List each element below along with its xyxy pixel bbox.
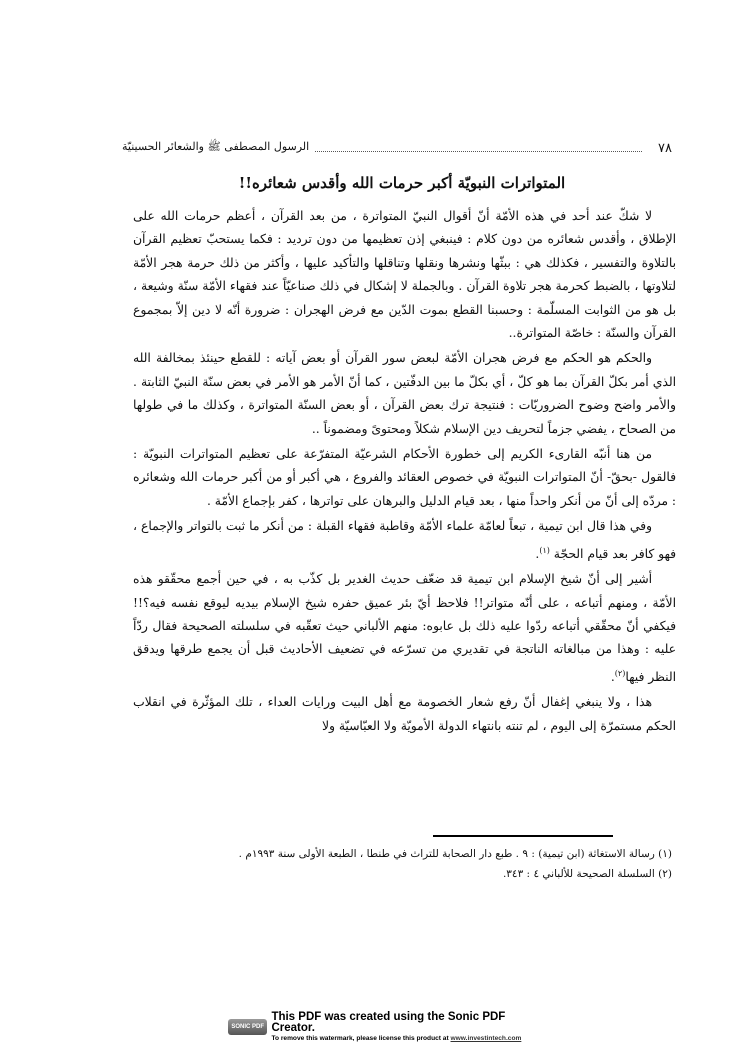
footnotes <box>160 844 672 884</box>
paragraph-text: وفي هذا قال ابن تيمية ، تبعاً لعامّة علماء الأمّة وقاطبة فقهاء القبلة : من أنكر ما ثبت بالتواتر والإجماع ، فهو كافر بعد قيام الحجّة <box>133 519 676 561</box>
footnote-1: (١) رسالة الاستغاثة (ابن تيمية) : ٩ . طبع دار الصحابة للتراث في طنطا ، الطبعة الأولى سنة ١٩٩٣م . <box>238 848 672 860</box>
body-text <box>133 205 676 740</box>
watermark-line-2-prefix: To remove this watermark, please license this product at <box>271 1034 451 1042</box>
footnote-2: (٢) السلسلة الصحيحة للألباني ٤ : ٣٤٣. <box>502 868 672 880</box>
watermark-link[interactable]: www.investintech.com <box>450 1034 522 1042</box>
paragraph-text: أشير إلى أنّ شيخ الإسلام ابن تيمية قد ضعّف حديث الغدير بل كذّب به ، في حين أجمع محقّقو هذه الأمّة ، ومنهم أتباعه ، على أنّه متواتر!! فلاحظ أيّ بئر عميق حفره شيخ الإسلام بيديه ليوقع نفسه فيه؟!! فيكفي أنّ محقّقي أتباعه ردّوا عليه ذلك بل عابوه: منهم الألباني حيث تعقّبه في سلسلته الصحيحة فقال ردّاً عليه : وهذا من مبالغاته الناتجة في تقديري من تسرّعه في تضعيف الأحاديث قبل أن يجمع طرقها ويدقق النظر فيها <box>133 572 676 684</box>
punctuation: . <box>610 669 615 684</box>
watermark-brand: Sonic PDF Creator <box>271 1010 506 1035</box>
paragraph <box>133 347 676 441</box>
running-header <box>122 138 682 158</box>
punctuation: . <box>535 546 540 561</box>
paragraph <box>133 515 676 566</box>
paragraph <box>133 205 676 345</box>
watermark-text <box>271 1012 548 1043</box>
header-dot-leader <box>315 151 642 152</box>
paragraph-text: هذا ، ولا ينبغي إغفال أنّ رفع شعار الخصومة مع أهل البيت ورايات العداء ، تلك المؤثّرة في انقلاب الحكم مستمرّة إلى اليوم ، لم تنته بانتهاء الدولة الأمويّة ولا العبّاسيّة ولا <box>133 695 676 733</box>
footnote-ref-1[interactable]: (١) <box>539 545 550 555</box>
paragraph <box>133 443 676 513</box>
footnote-separator <box>433 835 613 837</box>
paragraph <box>133 568 676 689</box>
watermark-line-2 <box>271 1036 548 1043</box>
sonic-pdf-logo-icon: SONIC PDF <box>228 1019 267 1035</box>
paragraph-text: والحكم هو الحكم مع فرض هجران الأمّة لبعض سور القرآن أو بعض آياته : للقطع حينئذ بمخالفة الله الذي أمر بكلّ القرآن بما هو كلّ ، أي بكلّ ما بين الدفّتين ، كما أنّ الأمر هو الأمر في بعض سنّة النبيّ الثابتة . والأمر واضح وضوح الضروريّات : فنتيجة ترك بعض القرآن ، أو بعض السنّة المتواترة ، وكذلك ما في طولها من الصحاح ، يفضي جزماً لتحريف دين الإسلام شكلاً ومحتوىً ومضموناً .. <box>133 351 676 436</box>
paragraph-text: من هنا أنبّه القارىء الكريم إلى خطورة الأحكام الشرعيّة المتفرّعة على تعظيم المتواترات النبويّة : فالقول -بحقّ- أنّ المتواترات النبويّة في خصوص العقائد والفروع ، هي أكبر أو من أكبر حرمات الله وشعائره : مردّه إلى أنّ من أنكر واحداً منها ، بعد قيام الدليل والبرهان على تواترها ، كفر بإجماع الأمّة . <box>133 447 676 508</box>
paragraph <box>133 691 676 738</box>
page-number: ٧٨ <box>658 140 672 156</box>
running-title: الرسول المصطفى ﷺ والشعائر الحسينيّة <box>122 140 310 153</box>
pdf-watermark <box>228 1010 548 1042</box>
paragraph-text: لا شكّ عند أحد في هذه الأمّة أنّ أقوال النبيّ المتواترة ، من بعد القرآن ، أعظم حرمات الله على الإطلاق ، وأقدس شعائره من دون كلام : فينبغي إذن تعظيمها من دون ترديد : فكما يستحبّ تعظيم القرآن بالتلاوة والتفسير ، فكذلك هي : ببثّها ونشرها ونقلها وتناقلها والتأكيد عليها ، وأكثر من ذلك حرمة هجر الأمّة لتلاوتها ، بالضبط كحرمة هجر تلاوة القرآن . وبالجملة لا إشكال في ذلك صناعيّاً عند فقهاء الأمّة سنّة وشيعة ، بل هو من الثوابت المسلّمة : وحسبنا القطع بموت الدّين مع فرض الهجران : ضرورة أنّه لا دين إلاّ بمجموع القرآن والسنّة : خاصّة المتواترة.. <box>133 209 676 341</box>
watermark-line-1-prefix: This PDF was created using the <box>271 1010 448 1023</box>
watermark-line-1-suffix: . <box>311 1022 315 1035</box>
section-title: المتواترات النبويّة أكبر حرمات الله وأقدس شعائره!! <box>238 174 566 192</box>
watermark-line-1 <box>271 1012 548 1035</box>
footnote-ref-2[interactable]: (٢) <box>614 668 626 678</box>
